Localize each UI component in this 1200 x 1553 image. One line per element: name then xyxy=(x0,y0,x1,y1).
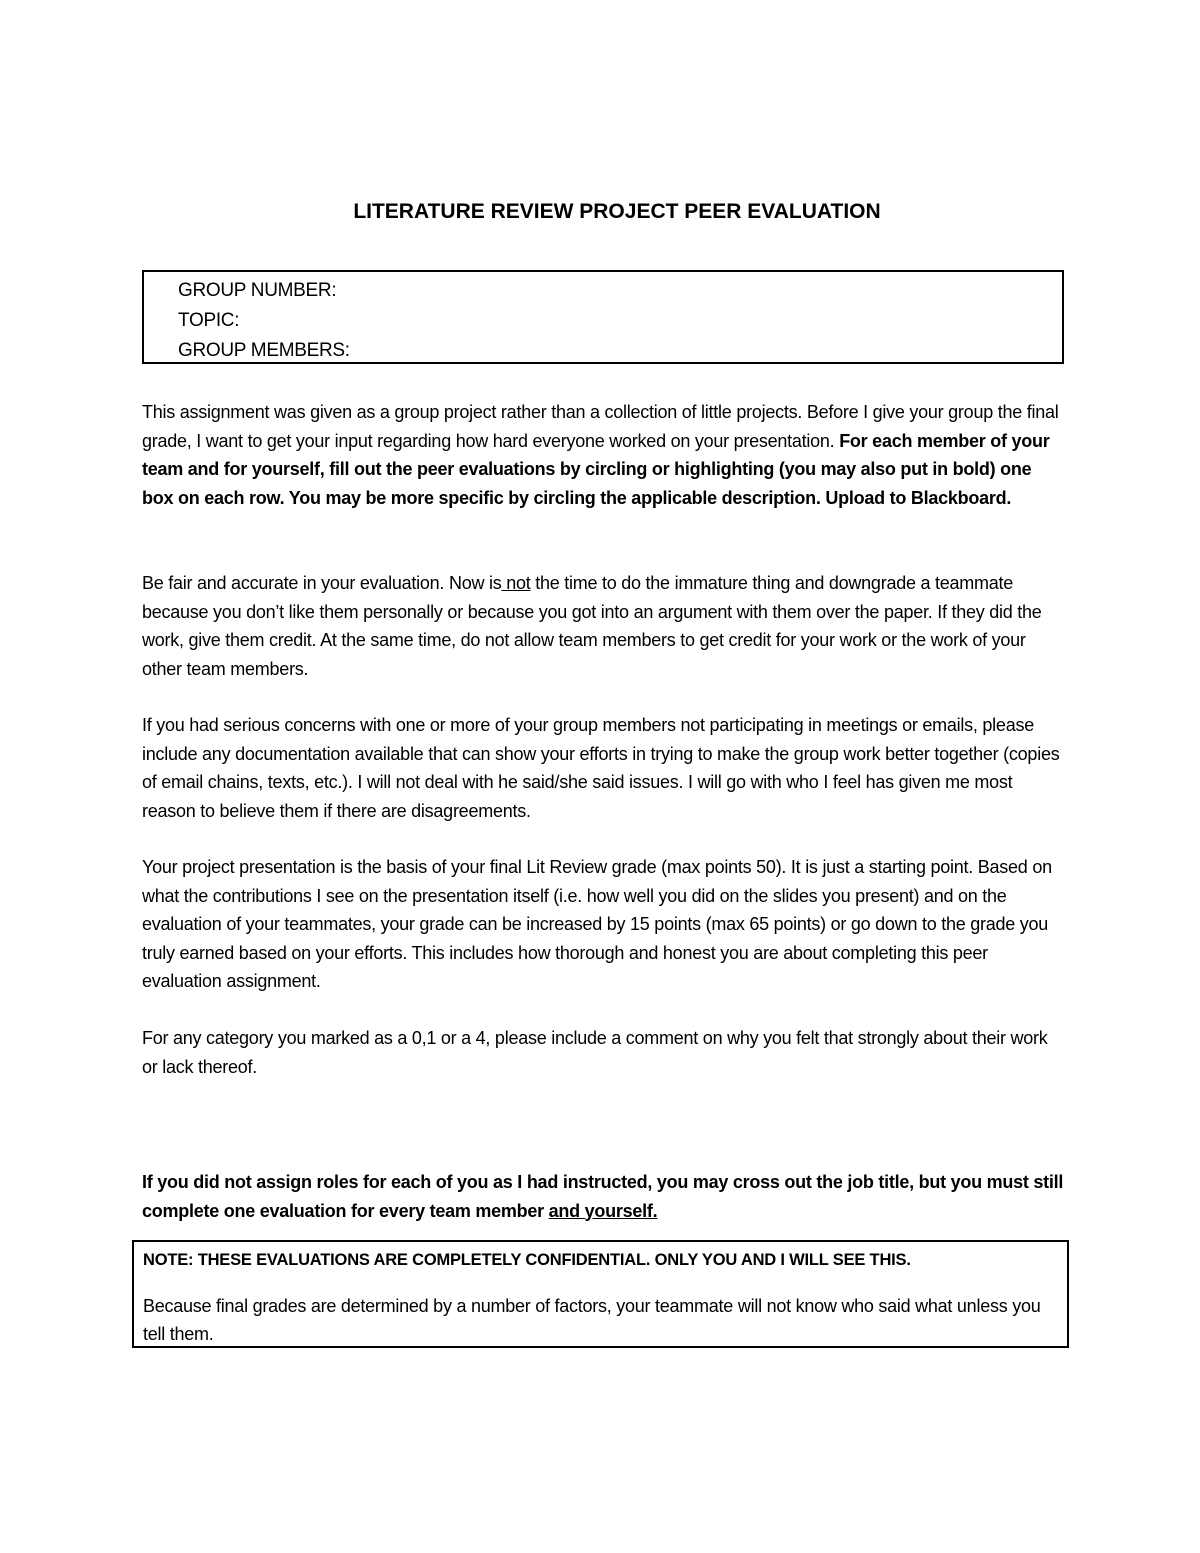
confidentiality-note-box xyxy=(132,1240,1069,1348)
instructions-intro: This assignment was given as a group project rather than a collection of little projects. Before I give your group the final grade, I want to get your input regarding how hard everyone worked on your presentation. xyxy=(142,402,1059,451)
concerns-text: If you had serious concerns with one or more of your group members not participating in meetings or emails, please include any documentation available that can show your efforts in trying to make the group work better together (copies of email chains, texts, etc.). I will not deal with he said/she said issues. I will go with who I feel has given me most reason to believe them if there are disagreements. xyxy=(142,715,1060,821)
fairness-after: the time to do the immature thing and downgrade a teammate because you don’t like them personally or because you got into an argument with them over the paper. If they did the work, give them credit. At the same time, do not allow team members to get credit for your work or the work of your other team members. xyxy=(142,573,1042,679)
paragraph-grading xyxy=(142,853,1067,996)
group-info-box xyxy=(142,270,1064,364)
fairness-underlined: not xyxy=(501,573,531,593)
comments-text: For any category you marked as a 0,1 or a 4, please include a comment on why you felt that strongly about their work or lack thereof. xyxy=(142,1028,1048,1077)
paragraph-instructions xyxy=(142,398,1067,512)
instructions-bold: For each member of your team and for yourself, fill out the peer evaluations by circling or highlighting (you may also put in bold) one box on each row. You may be more specific by circling the applicable description. Upload to Blackboard. xyxy=(142,430,1050,508)
topic-label: TOPIC: xyxy=(178,310,240,331)
roles-bold: If you did not assign roles for each of you as I had instructed, you may cross out the job title, but you must still complete one evaluation for every team member xyxy=(142,1172,1064,1221)
group-number-label: GROUP NUMBER: xyxy=(178,280,337,301)
group-members-label: GROUP MEMBERS: xyxy=(178,340,350,361)
paragraph-concerns xyxy=(142,711,1067,825)
note-title: NOTE: THESE EVALUATIONS ARE COMPLETELY CONFIDENTIAL. ONLY YOU AND I WILL SEE THIS. xyxy=(143,1251,911,1269)
grading-text: Your project presentation is the basis of your final Lit Review grade (max points 50). It is just a starting point. Based on what the contributions I see on the presentation itself (i.e. how well you did on the slides you present) and on the evaluation of your teammates, your grade can be increased by 15 points (max 65 points) or go down to the grade you truly earned based on your efforts. This includes how thorough and honest you are about completing this peer evaluation assignment. xyxy=(142,857,1052,991)
roles-bold-underlined: and yourself. xyxy=(548,1200,658,1221)
paragraph-roles xyxy=(142,1168,1067,1225)
fairness-before: Be fair and accurate in your evaluation. Now is xyxy=(142,573,502,593)
paragraph-fairness xyxy=(142,569,1067,683)
document-title: LITERATURE REVIEW PROJECT PEER EVALUATION xyxy=(353,200,881,223)
paragraph-comments xyxy=(142,1024,1067,1081)
note-body: Because final grades are determined by a number of factors, your teammate will not know who said what unless you tell them. xyxy=(143,1296,1041,1344)
